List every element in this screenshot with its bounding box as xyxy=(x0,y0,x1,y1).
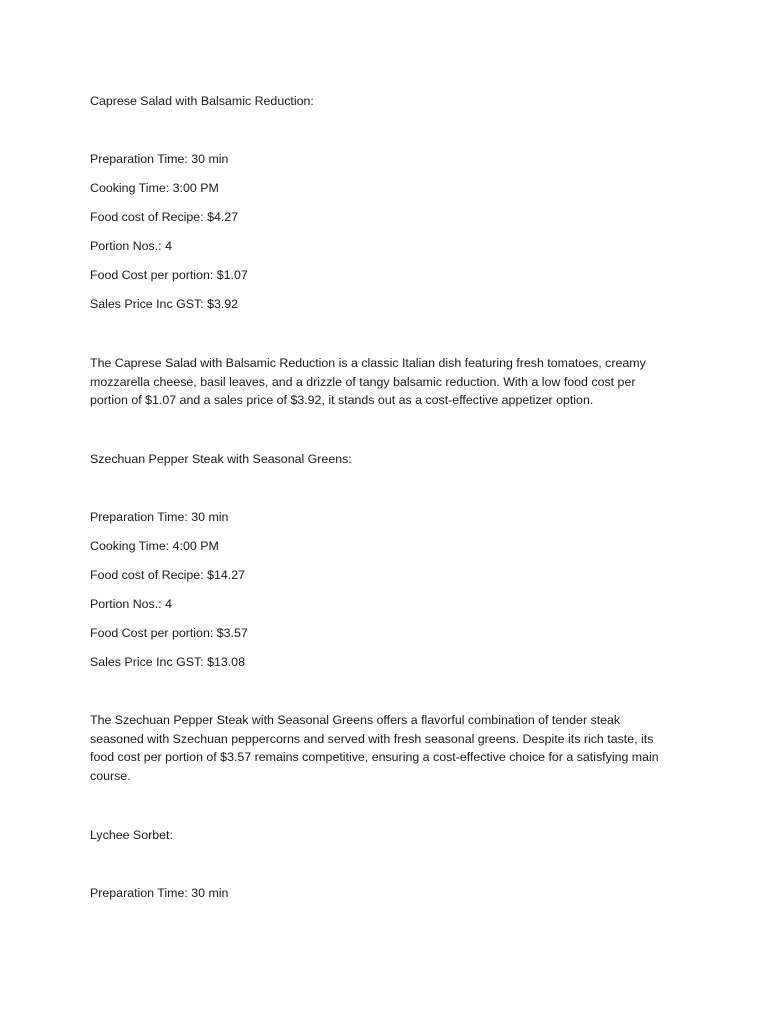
recipe-title: Lychee Sorbet: xyxy=(90,828,173,842)
description-line: seasoned with Szechuan peppercorns and served with fresh seasonal greens. Despite its rich taste, its xyxy=(90,731,654,746)
detail-portion-nos: Portion Nos.: 4 xyxy=(90,239,172,253)
detail-sales-price: Sales Price Inc GST: $3.92 xyxy=(90,297,239,311)
description-line: The Caprese Salad with Balsamic Reduction is a classic Italian dish featuring fresh tomatoes, creamy xyxy=(90,356,646,370)
description-line: food cost per portion of $3.57 remains competitive, ensuring a cost-effective choice for a satisfying main xyxy=(90,750,659,765)
detail-preparation-time: Preparation Time: 30 min xyxy=(90,886,229,900)
recipe-title: Caprese Salad with Balsamic Reduction: xyxy=(90,94,314,108)
description-line: The Szechuan Pepper Steak with Seasonal Greens offers a flavorful combination of tender steak xyxy=(90,713,621,727)
description-line: mozzarella cheese, basil leaves, and a drizzle of tangy balsamic reduction. With a low food cost per xyxy=(90,374,636,389)
detail-sales-price: Sales Price Inc GST: $13.08 xyxy=(90,655,245,669)
detail-preparation-time: Preparation Time: 30 min xyxy=(90,152,229,166)
detail-food-cost-recipe: Food cost of Recipe: $4.27 xyxy=(90,210,239,224)
detail-food-cost-portion: Food Cost per portion: $3.57 xyxy=(90,626,248,640)
recipe-title: Szechuan Pepper Steak with Seasonal Greens: xyxy=(90,452,352,466)
detail-food-cost-recipe: Food cost of Recipe: $14.27 xyxy=(90,568,245,582)
detail-portion-nos: Portion Nos.: 4 xyxy=(90,597,172,611)
detail-food-cost-portion: Food Cost per portion: $1.07 xyxy=(90,268,248,282)
detail-preparation-time: Preparation Time: 30 min xyxy=(90,510,229,524)
recipe-description xyxy=(90,354,690,410)
description-line: course. xyxy=(90,769,131,784)
detail-cooking-time: Cooking Time: 3:00 PM xyxy=(90,181,219,195)
recipe-description xyxy=(90,711,690,786)
description-line: portion of $1.07 and a sales price of $3.92, it stands out as a cost-effective appetizer option. xyxy=(90,393,594,408)
detail-cooking-time: Cooking Time: 4:00 PM xyxy=(90,539,219,553)
